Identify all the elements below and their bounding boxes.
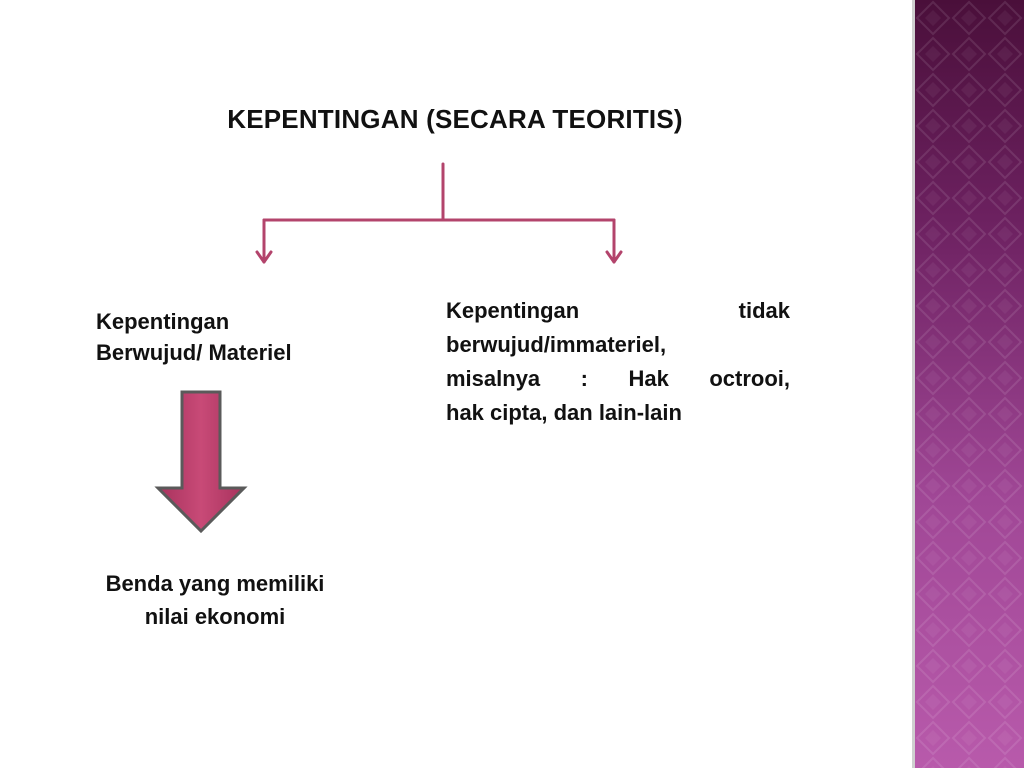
down-arrow-icon [154, 388, 248, 536]
left-branch-line: Berwujud/ Materiel [96, 340, 292, 365]
left-branch-label [96, 306, 386, 368]
right-branch-line: Kepentingan tidak [446, 298, 790, 323]
diagram-title: KEPENTINGAN (SECARA TEORITIS) [227, 104, 683, 134]
right-branch-label [446, 294, 790, 430]
result-line: nilai ekonomi [144, 604, 286, 629]
branch-connector [250, 158, 630, 270]
right-branch-line: berwujud/immateriel, [446, 332, 667, 357]
right-branch-line: hak cipta, dan lain-lain [446, 400, 682, 425]
decorative-side-band [912, 0, 1024, 768]
diamond-pattern-icon [915, 0, 1024, 768]
result-line: Benda yang memiliki [105, 571, 325, 596]
right-branch-line: misalnya : Hak octrooi, [446, 366, 790, 391]
left-branch-line: Kepentingan [96, 309, 230, 334]
result-label [60, 567, 370, 633]
